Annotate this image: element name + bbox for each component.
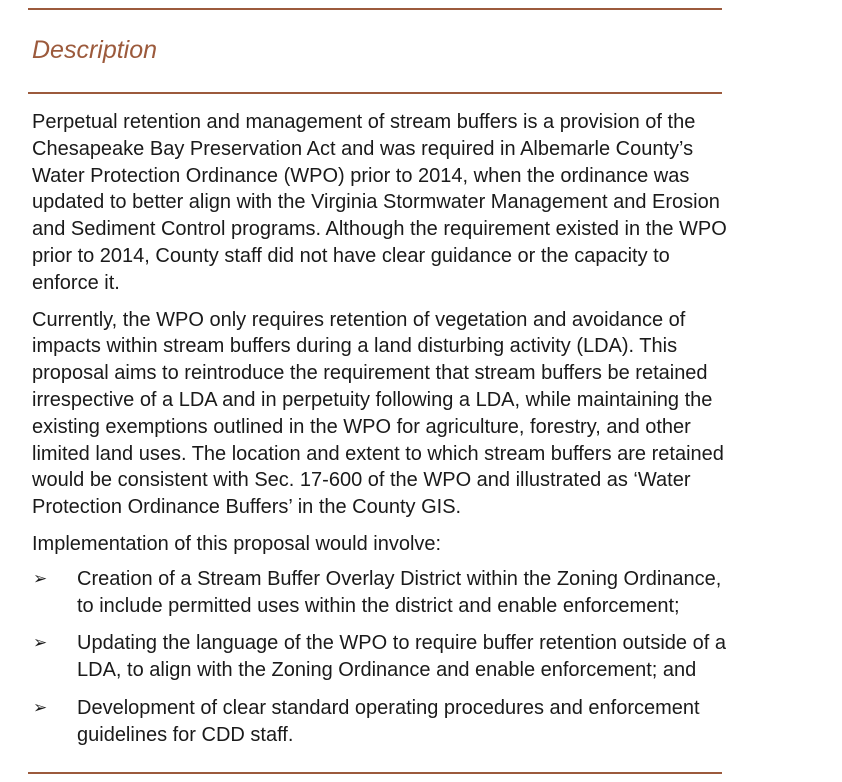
list-item <box>32 566 832 620</box>
paragraph-line: Chesapeake Bay Preservation Act and was required in Albemarle County’s <box>32 137 694 160</box>
arrowhead-bullet-icon: ➢ <box>33 697 48 718</box>
paragraph-implementation-intro <box>32 531 832 558</box>
heading-divider <box>28 92 722 94</box>
list-item <box>32 630 832 684</box>
paragraph-line: Perpetual retention and management of stream buffers is a provision of the <box>32 111 696 133</box>
list-item-line: guidelines for CDD staff. <box>77 723 294 746</box>
list-item-line: Development of clear standard operating procedures and enforcement <box>77 696 700 719</box>
list-item <box>32 695 832 749</box>
description-body <box>32 109 832 760</box>
paragraph-line: Currently, the WPO only requires retention of vegetation and avoidance of <box>32 308 686 331</box>
paragraph-line: enforce it. <box>32 271 120 294</box>
top-divider <box>28 8 722 10</box>
bottom-divider <box>28 772 722 774</box>
list-item-line: LDA, to align with the Zoning Ordinance and enable enforcement; and <box>77 659 697 682</box>
paragraph-line: Protection Ordinance Buffers’ in the County GIS. <box>32 496 462 519</box>
paragraph-line: and Sediment Control programs. Although the requirement existed in the WPO <box>32 218 727 241</box>
list-item-line: Creation of a Stream Buffer Overlay District within the Zoning Ordinance, <box>77 567 722 590</box>
paragraph-line: updated to better align with the Virginia Stormwater Management and Erosion <box>32 191 720 214</box>
paragraph-current-requirements <box>32 307 832 521</box>
paragraph-line: prior to 2014, County staff did not have clear guidance or the capacity to <box>32 244 670 267</box>
list-item-line: to include permitted uses within the district and enable enforcement; <box>77 594 680 617</box>
paragraph-line: limited land uses. The location and extent to which stream buffers are retained <box>32 442 724 465</box>
paragraph-line: Water Protection Ordinance (WPO) prior to 2014, when the ordinance was <box>32 164 690 187</box>
list-item-line: Updating the language of the WPO to require buffer retention outside of a <box>77 632 726 655</box>
arrowhead-bullet-icon: ➢ <box>33 633 48 654</box>
paragraph-line: impacts within stream buffers during a land disturbing activity (LDA). This <box>32 335 678 358</box>
paragraph-line: existing exemptions outlined in the WPO for agriculture, forestry, and other <box>32 415 691 438</box>
arrowhead-bullet-icon: ➢ <box>33 568 48 589</box>
paragraph-background <box>32 109 832 297</box>
implementation-list <box>32 566 832 749</box>
section-heading: Description <box>32 36 158 64</box>
paragraph-line: would be consistent with Sec. 17-600 of the WPO and illustrated as ‘Water <box>32 469 691 492</box>
paragraph-line: proposal aims to reintroduce the requirement that stream buffers be retained <box>32 362 708 385</box>
paragraph-line: irrespective of a LDA and in perpetuity following a LDA, while maintaining the <box>32 388 713 411</box>
paragraph-line: Implementation of this proposal would involve: <box>32 532 442 555</box>
